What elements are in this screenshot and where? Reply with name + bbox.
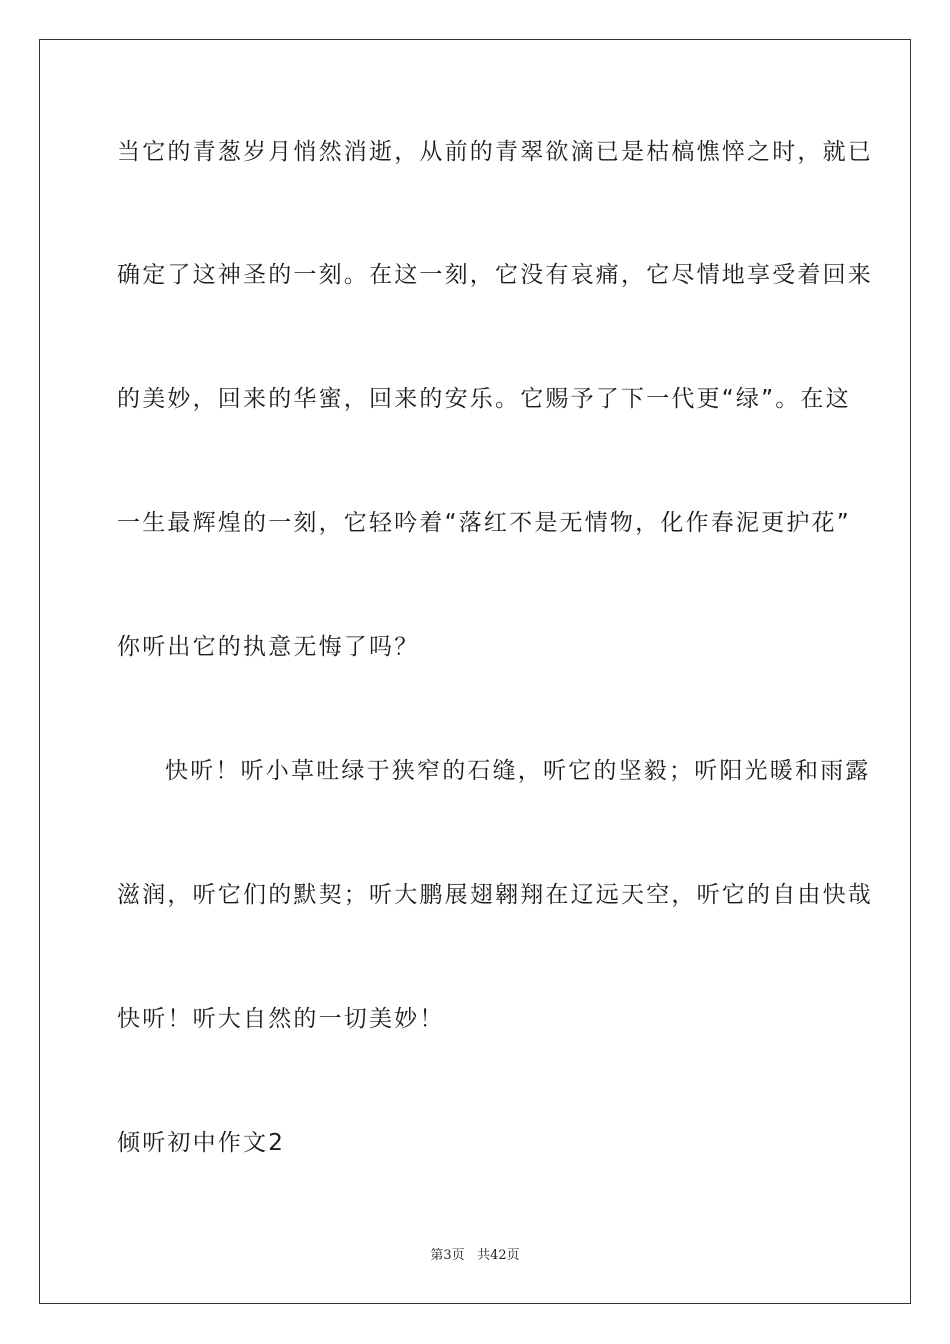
page-number: 第3页: [430, 1248, 465, 1263]
section-heading: 倾听初中作文2: [117, 1130, 286, 1156]
text-line-8: 快听！听大自然的一切美妙！: [117, 1006, 445, 1032]
page-total: 共42页: [477, 1248, 520, 1263]
text-line-4: 一生最辉煌的一刻，它轻吟着“落红不是无情物，化作春泥更护花”: [117, 510, 851, 536]
page-footer: [0, 1244, 950, 1263]
page-border: [39, 39, 911, 1304]
text-line-3: 的美妙，回来的华蜜，回来的安乐。它赐予了下一代更“绿”。在这: [117, 386, 851, 412]
text-line-7: 滋润，听它们的默契；听大鹏展翅翱翔在辽远天空，听它的自由快哉: [117, 882, 873, 908]
text-line-2: 确定了这神圣的一刻。在这一刻，它没有哀痛，它尽情地享受着回来: [117, 262, 873, 288]
text-line-1: 当它的青葱岁月悄然消逝，从前的青翠欲滴已是枯槁憔悴之时，就已: [117, 139, 873, 165]
text-line-6: 快听！听小草吐绿于狭窄的石缝，听它的坚毅；听阳光暖和雨露: [165, 758, 871, 784]
text-line-5: 你听出它的执意无悔了吗？: [117, 634, 420, 660]
